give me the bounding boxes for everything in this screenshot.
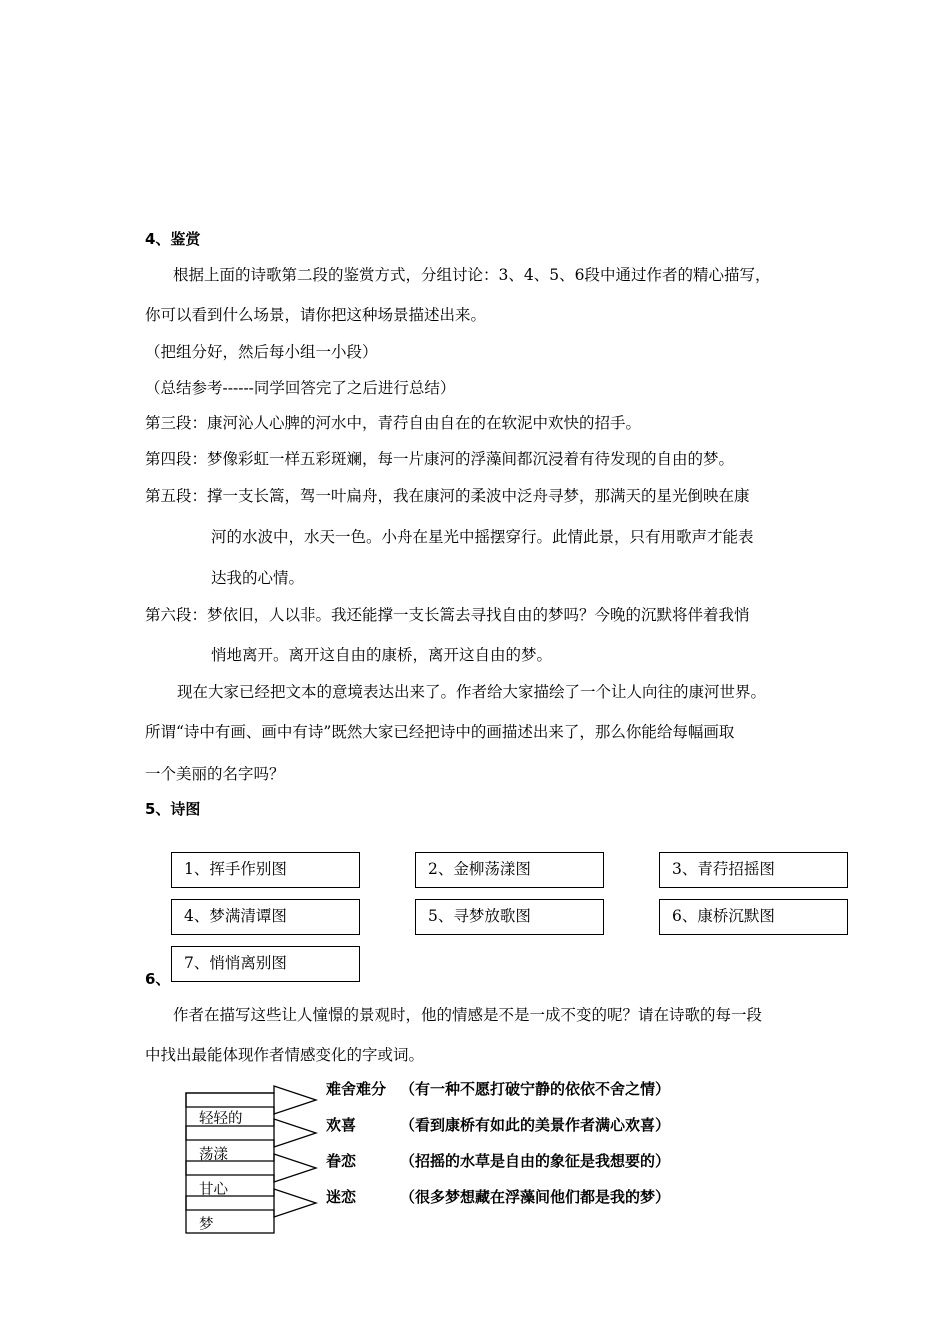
emotion-3-explanation: （招摇的水草是自由的象征是我想要的） bbox=[400, 1152, 671, 1170]
emotion-4-explanation: （很多梦想藏在浮藻间他们都是我的梦） bbox=[400, 1188, 671, 1206]
emotion-1-explanation: （有一种不愿打破宁静的依依不舍之情） bbox=[400, 1080, 671, 1098]
word-4: 梦 bbox=[199, 1217, 214, 1233]
summary-line-1: 现在大家已经把文本的意境表达出来了。作者给大家描绘了一个让人向往的康河世界。 bbox=[177, 683, 767, 701]
poem-picture-box-6: 6、康桥沉默图 bbox=[659, 899, 848, 935]
section-5-heading: 5、诗图 bbox=[145, 800, 201, 818]
emotion-4: 迷恋 bbox=[326, 1188, 357, 1206]
question-line-1: 作者在描写这些让人憧憬的景观时，他的情感是不是一成不变的呢？请在诗歌的每一段 bbox=[173, 1006, 763, 1024]
paragraph-5-line-3: 达我的心情。 bbox=[211, 569, 305, 587]
note-summary: （总结参考------同学回答完了之后进行总结） bbox=[145, 379, 456, 397]
word-3: 甘心 bbox=[199, 1182, 228, 1198]
poem-picture-box-3: 3、青荇招摇图 bbox=[659, 852, 848, 888]
word-1: 轻轻的 bbox=[199, 1111, 243, 1127]
summary-line-3: 一个美丽的名字吗？ bbox=[145, 765, 285, 783]
paragraph-6-line-1: 第六段：梦依旧，人以非。我还能撑一支长篙去寻找自由的梦吗？今晚的沉默将伴着我悄 bbox=[145, 606, 750, 624]
summary-line-2: 所谓“诗中有画、画中有诗”既然大家已经把诗中的画描述出来了，那么你能给每幅画取 bbox=[145, 723, 735, 741]
emotion-2: 欢喜 bbox=[326, 1116, 357, 1134]
paragraph-6-line-2: 悄地离开。离开这自由的康桥，离开这自由的梦。 bbox=[211, 646, 553, 664]
section-6-heading: 6、 bbox=[145, 970, 171, 988]
poem-picture-box-2: 2、金柳荡漾图 bbox=[415, 852, 604, 888]
poem-picture-box-5: 5、寻梦放歌图 bbox=[415, 899, 604, 935]
poem-picture-box-1: 1、挥手作别图 bbox=[171, 852, 360, 888]
intro-line-1: 根据上面的诗歌第二段的鉴赏方式，分组讨论：3、4、5、6段中通过作者的精心描写， bbox=[173, 266, 771, 284]
note-grouping: （把组分好，然后每小组一小段） bbox=[145, 343, 378, 361]
poem-picture-box-4: 4、梦满清谭图 bbox=[171, 899, 360, 935]
poem-picture-box-7: 7、悄悄离别图 bbox=[171, 946, 360, 982]
paragraph-4: 第四段：梦像彩虹一样五彩斑斓，每一片康河的浮藻间都沉浸着有待发现的自由的梦。 bbox=[145, 450, 735, 468]
word-2: 荡漾 bbox=[199, 1147, 228, 1163]
emotion-1: 难舍难分 bbox=[326, 1080, 387, 1098]
emotion-3: 眷恋 bbox=[326, 1152, 357, 1170]
paragraph-5-line-1: 第五段：撑一支长篙，驾一叶扁舟，我在康河的柔波中泛舟寻梦，那满天的星光倒映在康 bbox=[145, 487, 750, 505]
paragraph-5-line-2: 河的水波中，水天一色。小舟在星光中摇摆穿行。此情此景，只有用歌声才能表 bbox=[211, 528, 754, 546]
section-4-heading: 4、鉴赏 bbox=[145, 230, 201, 248]
intro-line-2: 你可以看到什么场景，请你把这种场景描述出来。 bbox=[145, 306, 487, 324]
paragraph-3: 第三段：康河沁人心脾的河水中，青荇自由自在的在软泥中欢快的招手。 bbox=[145, 414, 642, 432]
emotion-2-explanation: （看到康桥有如此的美景作者满心欢喜） bbox=[400, 1116, 671, 1134]
question-line-2: 中找出最能体现作者情感变化的字或词。 bbox=[145, 1046, 425, 1064]
